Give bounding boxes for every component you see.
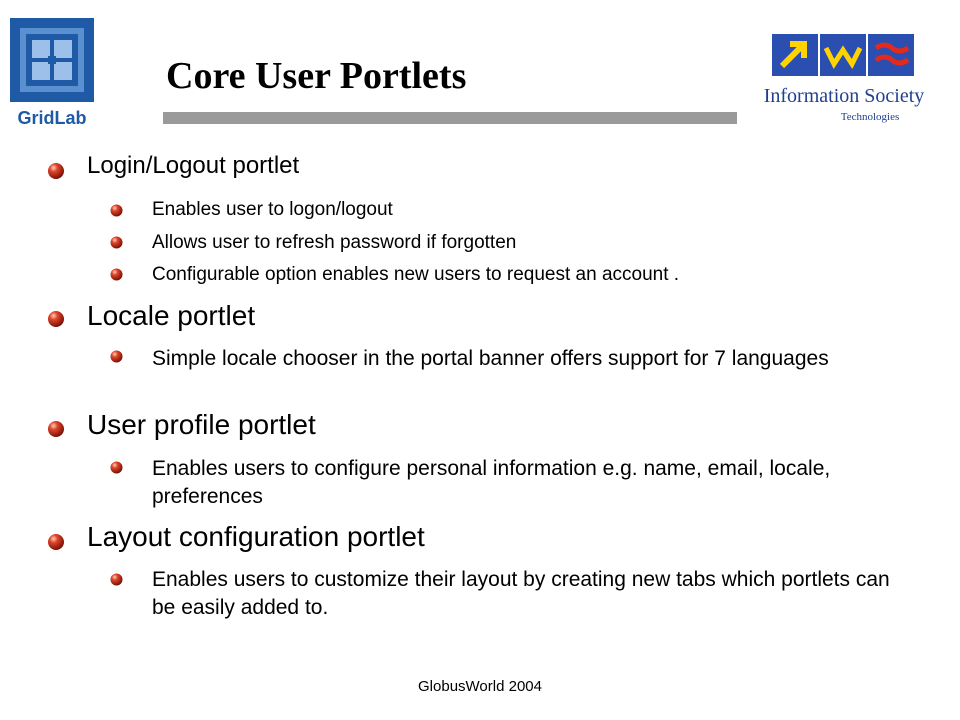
slide-title: Core User Portlets (166, 55, 467, 97)
bullet-layout-config: Layout configuration portlet (87, 521, 425, 552)
sub-bullet-icon (110, 573, 123, 586)
sub-bullet-user-profile-1: Enables users to configure personal information e.g. name, email, locale, preferences (152, 457, 831, 508)
sub-bullet-icon (110, 268, 123, 281)
title-divider (163, 112, 737, 124)
sub-bullet-login-3: Configurable option enables new users to request an account . (152, 264, 680, 285)
bullet-icon (47, 533, 65, 551)
sub-bullet-login-2: Allows user to refresh password if forgotten (152, 232, 517, 253)
sub-bullet-locale-1: Simple locale chooser in the portal banner offers support for 7 languages (152, 347, 829, 370)
sub-bullet-icon (110, 461, 123, 474)
gridlab-logo (8, 16, 96, 130)
bullet-icon (47, 310, 65, 328)
sub-bullet-icon (110, 350, 123, 363)
bullet-locale: Locale portlet (87, 300, 256, 331)
ist-logo (752, 20, 938, 126)
ist-logo-line1: Information Society (763, 85, 925, 107)
slide-footer: GlobusWorld 2004 (418, 678, 542, 695)
bullet-icon (47, 162, 65, 180)
sub-bullet-icon (110, 236, 123, 249)
bullet-icon (47, 420, 65, 438)
bullet-login-logout: Login/Logout portlet (87, 152, 300, 179)
sub-bullet-login-1: Enables user to logon/logout (152, 199, 393, 220)
bullet-user-profile: User profile portlet (87, 409, 316, 440)
ist-logo-line2: Technologies (840, 111, 900, 123)
gridlab-logo-text: GridLab (17, 108, 87, 128)
sub-bullet-icon (110, 204, 123, 217)
sub-bullet-layout-config-1: Enables users to customize their layout by creating new tabs which portlets can be easily added to. (152, 568, 890, 619)
